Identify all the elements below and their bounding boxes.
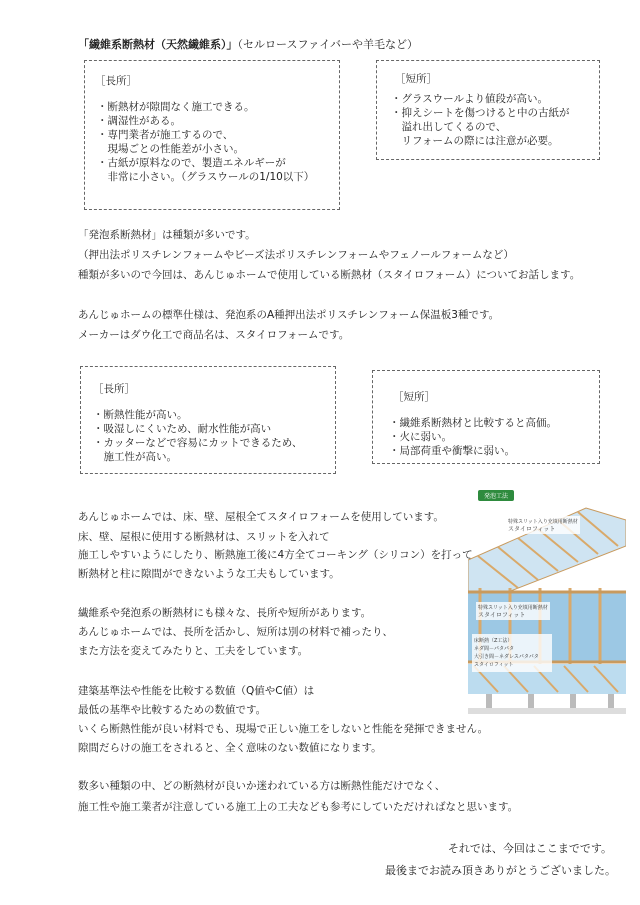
foam-intro-line: （押出法ポリスチレンフォームやビーズ法ポリスチレンフォームやフェノールフォームなど） [78,249,514,261]
foam-pros-title: ［長所］ [93,383,135,395]
closing-line-1: それでは、今回はここまでです。 [447,842,612,855]
floor-label-4: スタイロフィット [474,662,514,668]
usage-line: あんじゅホームでは、床、壁、屋根全てスタイロフォームを使用しています。 [78,511,444,523]
values-line: 最低の基準や比較するための数値です。 [78,704,267,716]
wall-label: スタイロフィット [478,612,526,619]
badge-text: 発泡工法 [483,493,509,500]
advice-line: 数多い種類の中、どの断熱材が良いか迷われている方は断熱性能だけでなく、 [78,780,446,792]
fiber-cons-item: 溢れ出してくるので、 [391,121,507,133]
usage-line: 施工しやすいようにしたり、断熱施工後に4方全てコーキング（シリコン）を打って [78,549,473,561]
values-line: 建築基準法や性能を比較する数値（Q値やC値）は [78,685,315,697]
values-line: いくら断熱性能が良い材料でも、現場で正しい施工をしないと性能を発揮できません。 [78,723,489,735]
fiber-pros-item: ・古紙が原料なので、製造エネルギーが [97,157,286,169]
insulation-construction-figure [468,488,626,718]
fiber-pros-item: ・断熱材が隙間なく施工できる。 [97,101,255,113]
tradeoff-line: また方法を変えてみたりと、工夫をしています。 [78,645,309,657]
fiber-pros-item: 非常に小さい。（グラスウールの1/10以下） [97,171,315,183]
ground-slab [468,708,626,714]
foam-pros-item: ・吸湿しにくいため、耐水性能が高い [93,423,272,435]
fiber-pros-title: ［長所］ [95,75,137,87]
fiber-cons-title: ［短所］ [395,73,437,85]
floor-label-3: 大引き間－ネダレスパタパタ [474,654,539,660]
fiber-pros-item: 現場ごとの性能差が小さい。 [97,143,244,155]
foam-cons-item: ・局部荷重や衝撃に弱い。 [389,445,515,457]
foam-pros-box [80,366,336,474]
usage-line: 床、壁、屋根に使用する断熱材は、スリットを入れて [78,531,330,543]
foam-cons-item: ・火に弱い。 [389,431,452,443]
fiber-pros-item: ・専門業者が施工するので、 [97,129,234,141]
foam-intro-line: 「発泡系断熱材」は種類が多いです。 [78,229,256,241]
fiber-cons-item: ・グラスウールより値段が高い。 [391,93,548,105]
foam-cons-title: ［短所］ [393,391,435,403]
fiber-pros-item: ・調湿性がある。 [97,115,181,127]
usage-line: 断熱材と柱に隙間ができないような工夫もしています。 [78,568,340,580]
roof-label-small: 特殊スリット入り充填用断熱材 [508,519,578,525]
advice-line: 施工性や施工業者が注意している施工上の工夫なども参考にしていただければなと思います。 [78,801,519,813]
tradeoff-line: 繊維系や発泡系の断熱材にも様々な、長所や短所があります。 [78,607,372,619]
foam-intro-line: 種類が多いので今回は、あんじゅホームで使用している断熱材（スタイロフォーム）についてお話します。 [78,269,581,281]
floor-label-2: ネダ間－パタパタ [474,646,514,652]
fiber-insulation-heading-title: 「繊維系断熱材（天然繊維系）」 [78,38,238,51]
standard-spec-line: メーカーはダウ化工で商品名は、スタイロフォームです。 [78,329,350,341]
fiber-cons-item: ・抑えシートを傷つけると中の古紙が [391,107,570,119]
wall-label-small: 特殊スリット入り充填用断熱材 [478,605,548,611]
foundation-posts [486,694,614,708]
fiber-pros-box [84,60,340,210]
fiber-cons-item: リフォームの際には注意が必要。 [391,135,559,147]
tradeoff-line: あんじゅホームでは、長所を活かし、短所は別の材料で補ったり、 [78,626,393,638]
foam-pros-item: 施工性が高い。 [93,451,177,463]
fiber-insulation-heading [78,38,418,52]
values-line: 隙間だらけの施工をされると、全く意味のない数値になります。 [78,742,382,754]
roof-label: スタイロフィット [508,526,556,533]
foam-cons-item: ・繊維系断熱材と比較すると高価。 [389,417,557,429]
fiber-insulation-heading-note: （セルロースファイバーや羊毛など） [237,38,419,51]
floor-label-1: 床断熱（Z工法） [474,638,513,644]
standard-spec-line: あんじゅホームの標準仕様は、発泡系のA種押出法ポリスチレンフォーム保温板3種です。 [78,309,500,321]
foam-pros-item: ・断熱性能が高い。 [93,409,188,421]
foam-cons-box [372,370,600,464]
foam-pros-item: ・カッターなどで容易にカットできるため、 [93,437,303,449]
closing-line-2: 最後までお読み頂きありがとうございました。 [385,864,616,877]
house-frame-illustration [468,488,626,718]
fiber-cons-box [376,60,600,160]
